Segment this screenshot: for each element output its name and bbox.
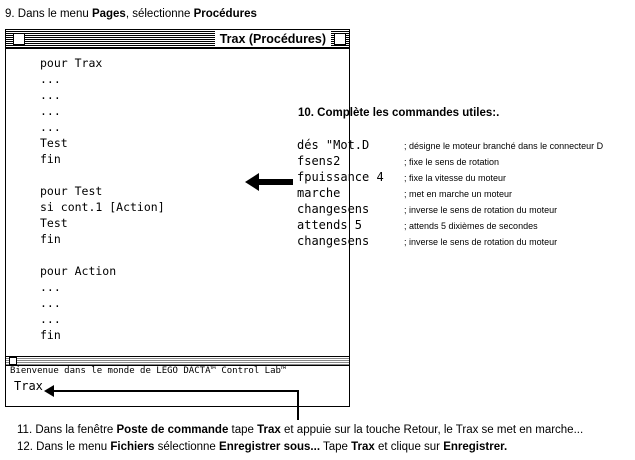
command-code: fpuissance 4 bbox=[297, 170, 384, 184]
code-line: ... bbox=[40, 280, 61, 294]
command-note: ; attends 5 dixièmes de secondes bbox=[404, 221, 538, 231]
step-12-save: Enregistrer. bbox=[443, 441, 508, 453]
step-12-text-c: Tape bbox=[320, 441, 352, 453]
code-line: ... bbox=[40, 72, 61, 86]
code-line: pour Trax bbox=[40, 56, 103, 70]
window-title: Trax (Procédures) bbox=[215, 31, 331, 47]
code-line: fin bbox=[40, 152, 61, 166]
code-line: fin bbox=[40, 328, 61, 342]
command-code: marche bbox=[297, 186, 341, 200]
step-12-menu-files: Fichiers bbox=[110, 441, 155, 453]
command-note: ; désigne le moteur branché dans le connecteur D bbox=[404, 141, 604, 151]
code-line: pour Action bbox=[40, 264, 117, 278]
step-9-procedures: Procédures bbox=[193, 8, 257, 20]
code-line: ... bbox=[40, 296, 61, 310]
command-note: ; fixe le sens de rotation bbox=[404, 157, 500, 167]
code-line: si cont.1 [Action] bbox=[40, 200, 165, 214]
code-line: ... bbox=[40, 312, 61, 326]
step-9-text-a: 9. Dans le menu bbox=[5, 8, 92, 20]
command-code: dés "Mot.D bbox=[297, 138, 370, 152]
step-11-instruction bbox=[17, 424, 583, 436]
code-line: Test bbox=[40, 136, 68, 150]
command-code: changesens bbox=[297, 234, 370, 248]
step-11-command-window: Poste de commande bbox=[116, 424, 229, 436]
command-code: changesens bbox=[297, 202, 370, 216]
command-note: ; fixe la vitesse du moteur bbox=[404, 173, 507, 183]
code-line: ... bbox=[40, 120, 61, 134]
step-12-text-b: sélectionne bbox=[154, 441, 220, 453]
command-note: ; inverse le sens de rotation du moteur bbox=[404, 205, 558, 215]
command-code: attends 5 bbox=[297, 218, 363, 232]
step-11-text-c: et appuie sur la touche Retour, le Trax se met en marche... bbox=[280, 424, 584, 436]
command-note: ; met en marche un moteur bbox=[404, 189, 513, 199]
step-9-text-b: , sélectionne bbox=[125, 8, 194, 20]
step-11-text-b: tape bbox=[228, 424, 258, 436]
command-input[interactable]: Trax bbox=[14, 379, 43, 393]
commands-title: 10. Complète les commandes utiles:. bbox=[298, 107, 500, 119]
step-12-text-a: 12. Dans le menu bbox=[17, 441, 111, 453]
step-11-trax: Trax bbox=[257, 424, 281, 436]
step-12-text-d: et clique sur bbox=[374, 441, 444, 453]
code-line: ... bbox=[40, 88, 61, 102]
step-12-instruction bbox=[17, 441, 507, 453]
code-line: Test bbox=[40, 216, 68, 230]
step-11-text-a: 11. Dans la fenêtre bbox=[17, 424, 117, 436]
welcome-message: Bienvenue dans le monde de LEGO DACTA™ Control Lab™ bbox=[10, 366, 287, 376]
step-9-menu-pages: Pages bbox=[91, 8, 126, 20]
command-note: ; inverse le sens de rotation du moteur bbox=[404, 237, 558, 247]
code-line: ... bbox=[40, 104, 61, 118]
code-line: fin bbox=[40, 232, 61, 246]
code-line: pour Test bbox=[40, 184, 103, 198]
command-code: fsens2 bbox=[297, 154, 341, 168]
step-12-trax: Trax bbox=[351, 441, 375, 453]
step-12-save-as: Enregistrer sous... bbox=[219, 441, 321, 453]
